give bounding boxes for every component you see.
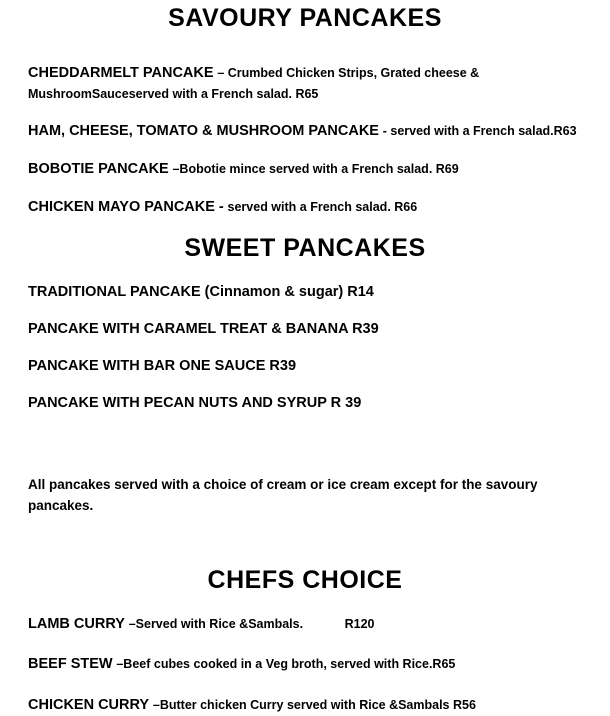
menu-item-name: CHEDDARMELT PANCAKE [28, 65, 214, 81]
menu-item-description: –Butter chicken Curry served with Rice &Sambals R56 [152, 697, 476, 712]
menu-item-name: LAMB CURRY [28, 616, 125, 633]
menu-item-price: R120 [344, 617, 375, 632]
menu-item-description: – Crumbed Chicken Strips, Grated cheese & MushroomSauceserved with a French salad. R65 [28, 66, 480, 102]
menu-item [28, 197, 582, 218]
menu-item-description: –Bobotie mince served with a French salad. R69 [172, 161, 459, 176]
section-spacer [28, 516, 582, 560]
menu-item [28, 695, 582, 716]
menu-item-name: BEEF STEW [28, 656, 113, 673]
pancake-serving-note: All pancakes served with a choice of cream or ice cream except for the savoury pancakes. [28, 476, 538, 513]
menu-item [28, 654, 582, 675]
menu-item-description: served with a French salad. R66 [227, 199, 418, 214]
menu-item: PANCAKE WITH PECAN NUTS AND SYRUP R 39 [28, 394, 362, 411]
section-title-savoury-pancakes: SAVOURY PANCAKES [168, 4, 442, 32]
menu-item: PANCAKE WITH BAR ONE SAUCE R39 [28, 357, 297, 374]
menu-item-name: CHICKEN CURRY [28, 696, 150, 713]
menu-item-name: BOBOTIE PANCAKE [28, 160, 169, 177]
menu-item [28, 159, 582, 180]
menu-item [28, 63, 582, 104]
menu-item-description: - served with a French salad.R63 [382, 123, 577, 138]
section-title-sweet-pancakes: SWEET PANCAKES [184, 233, 426, 262]
menu-item-name: HAM, CHEESE, TOMATO & MUSHROOM PANCAKE [28, 122, 379, 139]
menu-item: TRADITIONAL PANCAKE (Cinnamon & sugar) R14 [28, 283, 374, 300]
section-title-chefs-choice: CHEFS CHOICE [207, 566, 403, 595]
menu-item: PANCAKE WITH CARAMEL TREAT & BANANA R39 [28, 320, 379, 337]
menu-item [28, 614, 582, 635]
menu-item [28, 121, 582, 142]
menu-item-name: CHICKEN MAYO PANCAKE - [28, 198, 224, 215]
menu-item-description: –Beef cubes cooked in a Veg broth, served with Rice.R65 [116, 657, 456, 672]
menu-item-description: –Served with Rice &Sambals. [128, 617, 304, 632]
